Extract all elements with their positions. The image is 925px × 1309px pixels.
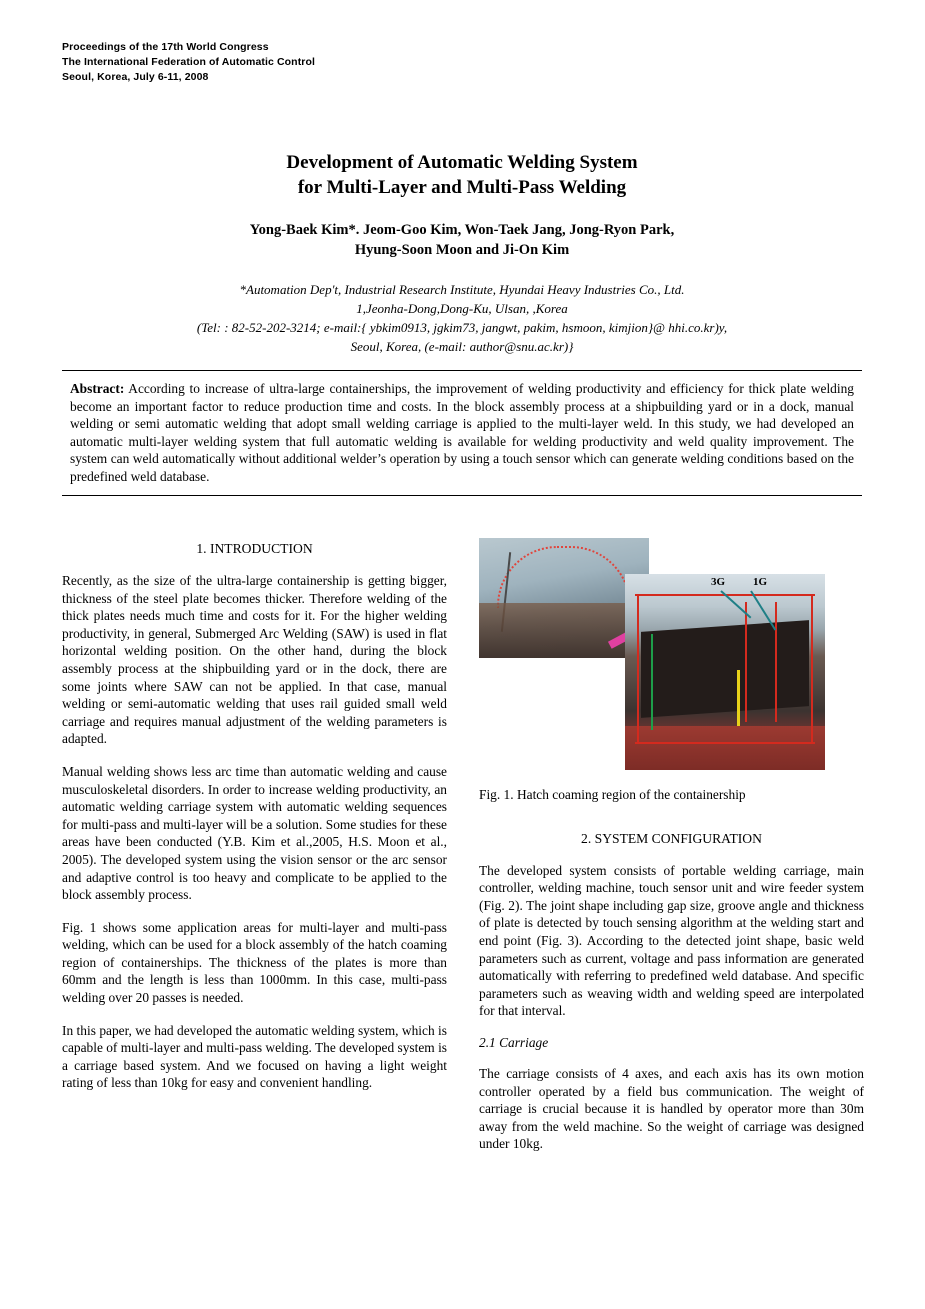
annotation-line-left <box>637 594 639 744</box>
annotation-line-right <box>811 594 813 744</box>
annotation-yellow-line <box>737 670 740 726</box>
conference-header <box>62 40 315 85</box>
subsection-heading-carriage: 2.1 Carriage <box>479 1034 549 1050</box>
title-block <box>62 150 862 356</box>
left-column <box>62 538 447 1107</box>
abstract-text-wrapper <box>62 380 862 486</box>
annotation-line-bottom <box>635 742 815 744</box>
author-line-1: Yong-Baek Kim*. Jeom-Goo Kim, Won-Taek Jang, Jong-Ryon Park, <box>249 222 675 238</box>
figure-label-1g: 1G <box>753 576 768 588</box>
intro-paragraph-2: Manual welding shows less arc time than automatic welding and cause musculoskeletal disorders. In order to increase welding productivity, an automatic welding carriage system with automatic welding sequences for multi-pass and multi-layer will be a solution. Some studies for these areas have been conducted (Y.B. Kim et al.,2005, H.S. Moon et al., 2005). The developed system using the vision sensor or the arc sensor and adaptive control is too heavy and complicate to be applied to the block assembly process. <box>62 763 447 903</box>
figure-1-photo-right <box>625 574 825 770</box>
hull-band <box>625 726 825 770</box>
intro-paragraph-1: Recently, as the size of the ultra-large containership is getting bigger, thickness of the steel plate becomes thicker. Therefore welding of the thick plates needs much time and costs for it. For the higher welding productivity, in general, Submerged Arc Welding (SAW) is used in flat horizontal welding position. On the other hand, during the block assembly process at the shipbuilding yard or in the dock, there are some joints where SAW can not be applied. In that case, manual welding or semi-automatic welding that uses rail guided small weld carriage and requires manual adjustment of the welding parameters is adapted. <box>62 573 447 747</box>
figure-label-3g: 3G <box>711 576 726 588</box>
annotation-green-line <box>651 634 653 730</box>
author-line-2: Hyung-Soon Moon and Ji-On Kim <box>354 242 570 258</box>
figure-1-image <box>479 538 825 770</box>
header-line-1: Proceedings of the 17th World Congress <box>62 41 269 53</box>
page-title <box>62 150 862 200</box>
header-line-3: Seoul, Korea, July 6-11, 2008 <box>62 71 209 83</box>
section-heading-introduction: 1. INTRODUCTION <box>196 541 313 556</box>
abstract-section <box>62 370 862 496</box>
right-column <box>479 538 864 1168</box>
carriage-paragraph-1: The carriage consists of 4 axes, and each axis has its own motion controller operated by a field bus communication. The weight of carriage is crucial because it is handled by operator more than 30m away from the weld machine. So the weight of carriage was designed under 10kg. <box>479 1065 864 1152</box>
affiliation-line-4: Seoul, Korea, (e-mail: author@snu.ac.kr)} <box>350 339 574 354</box>
intro-paragraph-4: In this paper, we had developed the automatic welding system, which is capable of multi-layer and multi-pass welding. The developed system is a carriage based system. And we focused on having a light weight rating of less than 10kg for easy and convenient handling. <box>62 1022 448 1091</box>
affiliation-line-1: *Automation Dep't, Industrial Research Institute, Hyundai Heavy Industries Co., Ltd. <box>239 282 685 297</box>
figure-1-caption: Fig. 1. Hatch coaming region of the containership <box>479 787 746 802</box>
author-list <box>62 220 862 260</box>
affiliation-block <box>62 280 862 356</box>
intro-paragraph-3: Fig. 1 shows some application areas for multi-layer and multi-pass welding, which can be used for a block assembly of the hatch coaming region of containerships. The thickness of the plates is more than 60mm and the length is less than 1000mm. In this case, multi-pass welding over 20 passes is needed. <box>62 919 447 1006</box>
abstract-text: According to increase of ultra-large containerships, the improvement of welding productivity and efficiency for thick plate welding become an important factor to reduce production time and costs. In the block assembly process at a shipbuilding yard or in a dock, manual welding or semi automatic welding that adopt small welding carriage is applied to the multi-layer weld. In this study, we had developed an automatic multi-layer welding system that full automatic welding is available for welding productivity and weld quality improvement. The system can weld automatically without additional welder’s operation by using a touch sensor which can generate welding conditions based on the predefined weld database. <box>70 381 854 484</box>
header-line-2: The International Federation of Automatic Control <box>62 56 316 68</box>
annotation-line-inner-1 <box>745 602 747 722</box>
hatch-opening <box>641 620 809 718</box>
affiliation-line-2: 1,Jeonha-Dong,Dong-Ku, Ulsan, ,Korea <box>356 301 568 316</box>
affiliation-line-3: (Tel: : 82-52-202-3214; e-mail:{ ybkim0913, jgkim73, jangwt, pakim, hsmoon, kimjion}@ hhi.co.kr)y, <box>196 320 728 335</box>
annotation-line-inner-2 <box>775 602 777 722</box>
title-line-2: for Multi-Layer and Multi-Pass Welding <box>297 177 627 198</box>
system-config-paragraph-1: The developed system consists of portable welding carriage, main controller, welding machine, touch sensor unit and wire feeder system (Fig. 2). The joint shape including gap size, groove angle and thickness of plate is detected by touch sensing algorithm at the welding start and end point (Fig. 3). According to the detected joint shape, basic weld parameters such as current, voltage and pass information are generated automatically with referring to predefined weld database. And specific parameters such as weaving width and welding speed are interpolated for that interval. <box>479 862 864 1019</box>
crane-path-overlay <box>497 546 631 608</box>
abstract-label: Abstract: <box>70 381 125 396</box>
section-heading-system-configuration: 2. SYSTEM CONFIGURATION <box>581 830 762 846</box>
title-line-1: Development of Automatic Welding System <box>286 152 638 173</box>
